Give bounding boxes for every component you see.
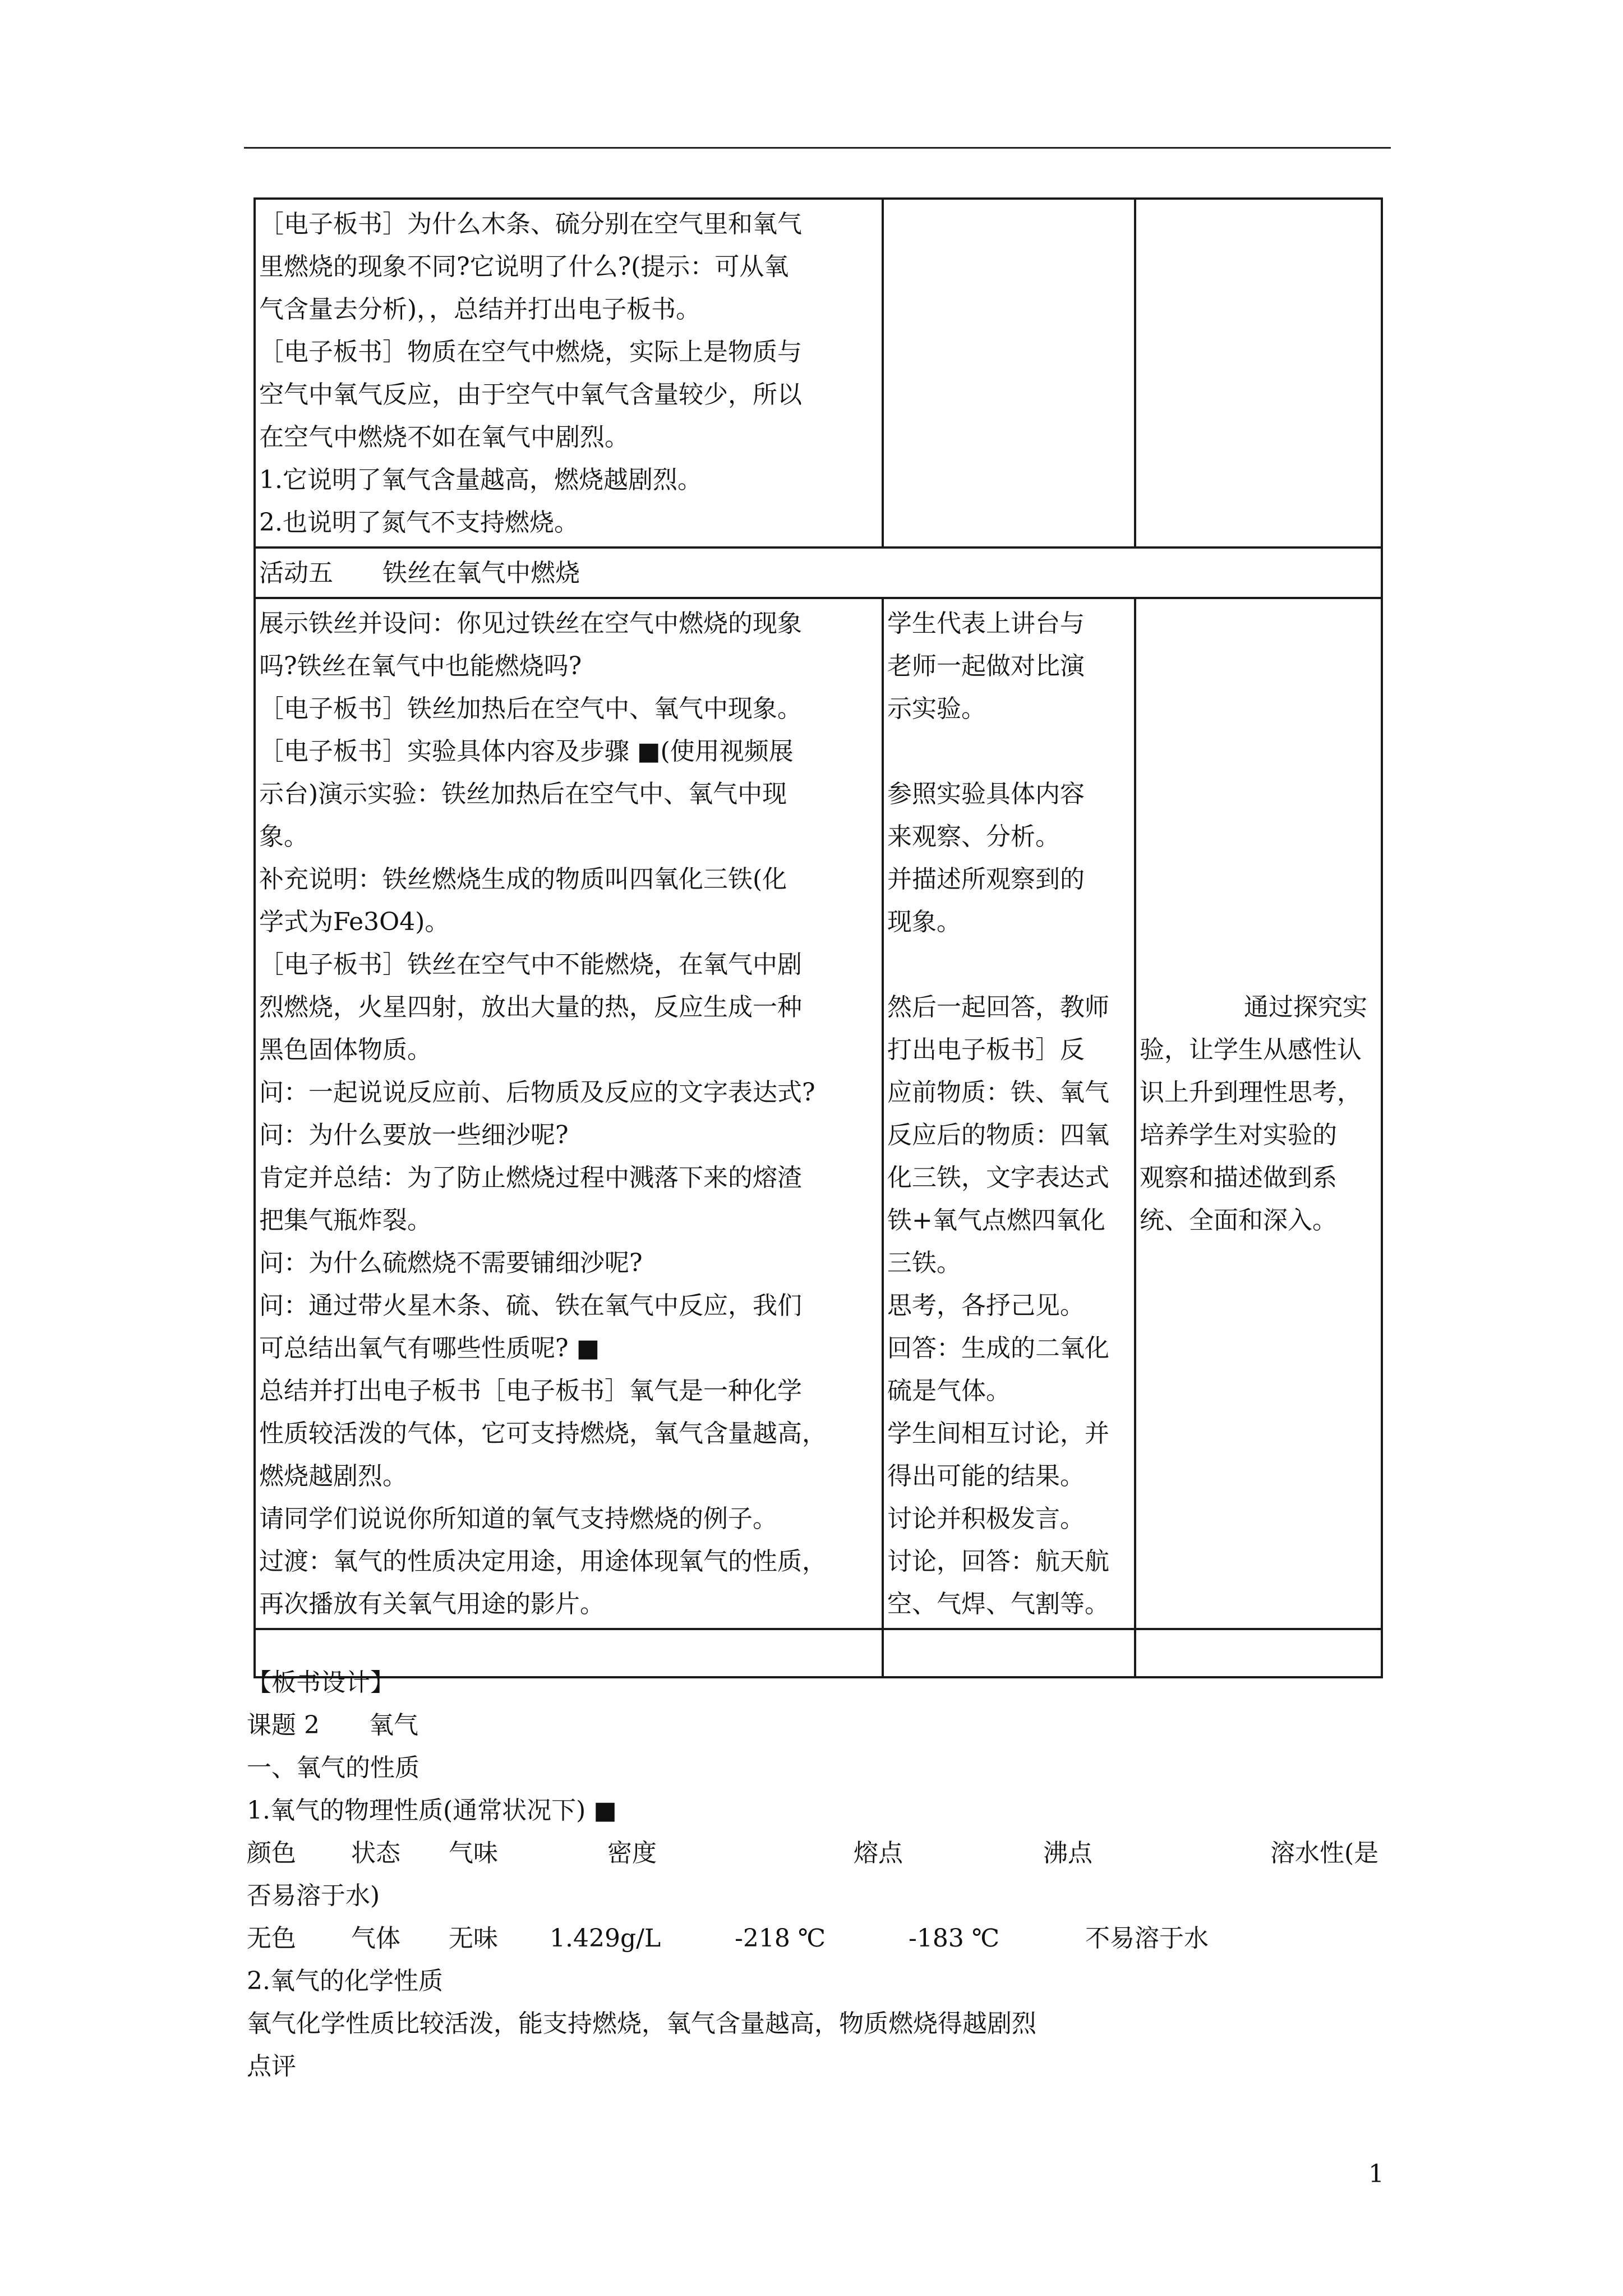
text-line: 老师一起做对比演 [887,652,1085,680]
page-number: 1 [1368,2160,1384,2188]
text-line: 在空气中燃烧不如在氧气中剧烈。 [259,423,629,452]
blank-line [1140,944,1378,986]
teacher-activity-cell [255,199,883,547]
text-line: 然后一起回答，教师 [887,993,1109,1022]
text-line: 象。 [259,822,308,851]
header-odor: 气味 [449,1839,498,1867]
physical-properties-title: 1.氧气的物理性质(通常状况下) ■ [247,1796,617,1825]
text-line: 展示铁丝并设问：你见过铁丝在空气中燃烧的现象 [259,609,802,638]
header-melting-point: 熔点 [854,1839,903,1867]
text-line: 来观察、分析。 [887,822,1060,851]
header-boiling-point: 沸点 [1043,1839,1092,1867]
text-line: 培养学生对实验的 [1140,1121,1337,1149]
chemical-properties-text: 氧气化学性质比较活泼，能支持燃烧，氧气含量越高，物质燃烧得越剧烈 [247,2009,1036,2038]
text-line: 学生间相互讨论，并 [887,1419,1109,1448]
value-solubility: 不易溶于水 [1085,1924,1209,1953]
value-density: 1.429g/L [550,1924,661,1953]
text-line: 讨论，回答：航天航 [887,1547,1109,1576]
text-line: 再次播放有关氧气用途的影片。 [259,1590,605,1618]
text-line: 硫是气体。 [887,1377,1011,1405]
text-line: 统、全面和深入。 [1140,1206,1337,1235]
text-line: 示实验。 [887,694,986,723]
blank-line [1140,816,1378,858]
lesson-table [253,197,1383,1678]
blank-line [1140,858,1378,901]
text-line: 示台)演示实验：铁丝加热后在空气中、氧气中现 [259,780,787,808]
text-line: 烈燃烧，火星四射，放出大量的热，反应生成一种 [259,993,802,1022]
blank-line [1140,602,1378,645]
blank-line [1140,773,1378,816]
activity-title: 活动五 铁丝在氧气中燃烧 [255,547,1382,598]
value-odor: 无味 [449,1924,498,1953]
text-line: 性质较活泼的气体，它可支持燃烧，氧气含量越高， [259,1419,827,1448]
blank-line [1140,645,1378,688]
text-line: 学生代表上讲台与 [887,609,1085,638]
value-boiling-point: -183 ℃ [909,1924,1000,1953]
lesson-topic: 课题 2 氧气 [247,1711,418,1740]
text-line: 反应后的物质：四氧 [887,1121,1109,1149]
text-line: 1.它说明了氧气含量越高，燃烧越剧烈。 [259,466,702,494]
properties-value-row [247,1917,1391,1960]
header-density: 密度 [607,1839,657,1867]
text-line: 黑色固体物质。 [259,1036,432,1064]
text-line: 通过探究实 [1244,993,1367,1022]
text-line: 问：通过带火星木条、硫、铁在氧气中反应，我们 [259,1291,802,1320]
text-line: 肯定并总结：为了防止燃烧过程中溅落下来的熔渣 [259,1163,802,1192]
header-state: 状态 [351,1839,400,1867]
text-line: 气含量去分析)，，总结并打出电子板书。 [259,295,701,324]
text-line: 里燃烧的现象不同?它说明了什么?(提示：可从氧 [259,252,789,281]
text-line: 空、气焊、气割等。 [887,1590,1109,1618]
text-line: 吗?铁丝在氧气中也能燃烧吗? [259,652,582,680]
design-intent-cell [1135,598,1382,1629]
text-line: 并描述所观察到的 [887,865,1085,894]
header-solubility: 溶水性(是 [1270,1839,1379,1867]
blank-line [887,730,1132,773]
blank-line [887,944,1132,986]
text-line: ［电子板书］为什么木条、硫分别在空气里和氧气 [259,210,802,238]
text-line: ［电子板书］铁丝在空气中不能燃烧，在氧气中剧 [259,950,802,979]
table-row [255,547,1382,598]
text-line: 把集气瓶炸裂。 [259,1206,432,1235]
text-line: 问：为什么要放一些细沙呢? [259,1121,569,1149]
text-line: 验，让学生从感性认 [1140,1036,1362,1064]
text-line: ［电子板书］实验具体内容及步骤 ■(使用视频展 [259,737,794,766]
teacher-activity-cell [255,598,883,1629]
text-line: 化三铁，文字表达式 [887,1163,1109,1192]
text-line: 现象。 [887,908,961,936]
section-heading: 一、氧气的性质 [247,1754,419,1782]
text-line: 得出可能的结果。 [887,1462,1085,1490]
text-line: 2.也说明了氮气不支持燃烧。 [259,508,579,537]
text-line: 过渡：氧气的性质决定用途，用途体现氧气的性质， [259,1547,827,1576]
text-line: 思考，各抒己见。 [887,1291,1085,1320]
text-line: 补充说明：铁丝燃烧生成的物质叫四氧化三铁(化 [259,865,787,894]
text-line: 请同学们说说你所知道的氧气支持燃烧的例子。 [259,1504,777,1533]
text-line: 三铁。 [887,1249,961,1277]
text-line: 总结并打出电子板书［电子板书］氧气是一种化学 [259,1377,802,1405]
text-line: 空气中氧气反应，由于空气中氧气含量较少，所以 [259,380,802,409]
text-line: 问：一起说说反应前、后物质及反应的文字表达式? [259,1078,815,1107]
student-activity-cell [883,199,1135,547]
student-activity-cell [883,598,1135,1629]
value-melting-point: -218 ℃ [735,1924,826,1953]
text-line: 识上升到理性思考， [1140,1078,1362,1107]
board-design [247,1662,1391,2088]
header-color: 颜色 [247,1839,296,1867]
table-row [255,598,1382,1629]
text-line: 观察和描述做到系 [1140,1163,1337,1192]
text-line: 可总结出氧气有哪些性质呢? ■ [259,1334,600,1363]
header-solubility-wrap: 否易溶于水) [247,1881,380,1910]
text-line: 打出电子板书］反 [887,1036,1085,1064]
text-line: 铁+氧气点燃四氧化 [887,1206,1105,1235]
properties-header-row [247,1832,1391,1875]
blank-line [1140,730,1378,773]
comment-label: 点评 [247,2052,296,2081]
text-line: 学式为Fe3O4)。 [259,908,450,936]
text-line: 燃烧越剧烈。 [259,1462,407,1490]
table-row [255,199,1382,547]
header-rule [244,147,1391,149]
value-color: 无色 [247,1924,296,1953]
blank-line [1140,901,1378,944]
text-line: 应前物质：铁、氧气 [887,1078,1109,1107]
text-line: 回答：生成的二氧化 [887,1334,1109,1363]
text-line: ［电子板书］物质在空气中燃烧，实际上是物质与 [259,338,802,366]
board-heading: 【板书设计】 [247,1668,395,1697]
chemical-properties-title: 2.氧气的化学性质 [247,1967,443,1995]
design-intent-cell [1135,199,1382,547]
text-line: ［电子板书］铁丝加热后在空气中、氧气中现象。 [259,694,802,723]
text-line: 讨论并积极发言。 [887,1504,1085,1533]
text-line: 参照实验具体内容 [887,780,1085,808]
value-state: 气体 [351,1924,400,1953]
blank-line [1140,688,1378,730]
text-line: 问：为什么硫燃烧不需要铺细沙呢? [259,1249,643,1277]
